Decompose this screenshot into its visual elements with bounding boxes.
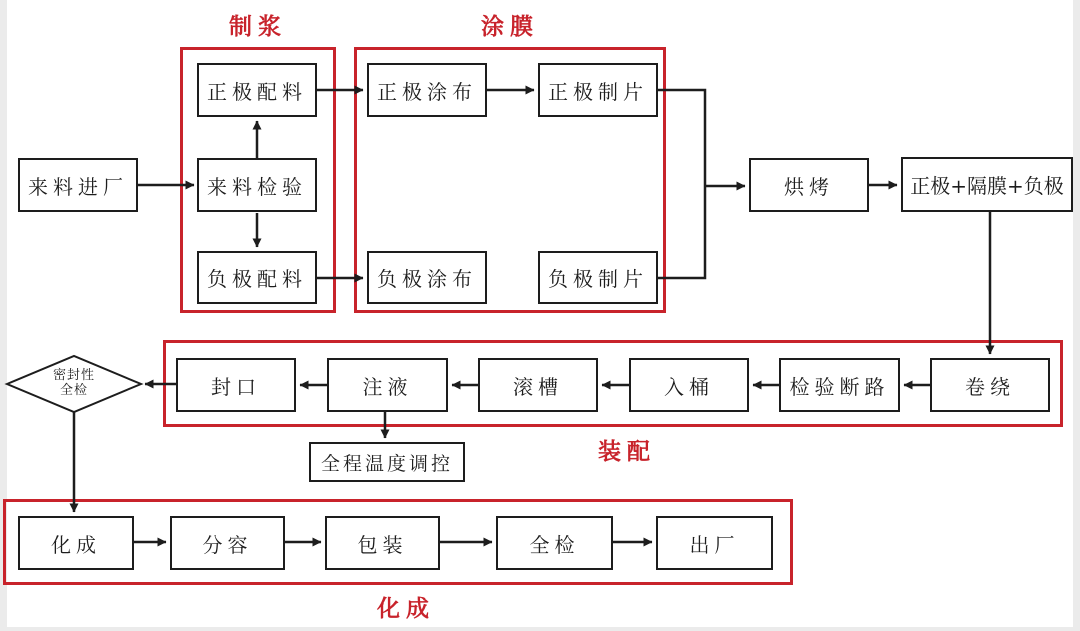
node-anode-batching: 负极配料 bbox=[197, 251, 317, 304]
node-temp-control: 全程温度调控 bbox=[309, 442, 465, 482]
node-anode-sheeting: 负极制片 bbox=[538, 251, 658, 304]
node-shipping: 出厂 bbox=[656, 516, 773, 570]
section-label-assembly: 装配 bbox=[598, 439, 656, 465]
node-anode-coating: 负极涂布 bbox=[367, 251, 487, 304]
seal-check-line-2: 全检 bbox=[59, 383, 88, 398]
node-injection: 注液 bbox=[327, 358, 448, 412]
section-label-coating: 涂膜 bbox=[481, 14, 539, 40]
node-winding: 卷绕 bbox=[930, 358, 1050, 412]
node-formation: 化成 bbox=[18, 516, 134, 570]
node-grading: 分容 bbox=[170, 516, 285, 570]
node-packaging: 包装 bbox=[325, 516, 440, 570]
node-full-inspection: 全检 bbox=[496, 516, 613, 570]
seal-check-line-1: 密封性 bbox=[52, 368, 95, 383]
node-stacking: 正极+隔膜+负极 bbox=[901, 157, 1073, 212]
node-baking: 烘烤 bbox=[749, 158, 869, 212]
node-incoming: 来料进厂 bbox=[18, 158, 138, 212]
section-label-formation: 化成 bbox=[377, 596, 435, 622]
node-inspection: 来料检验 bbox=[197, 158, 317, 212]
node-circuit-check: 检验断路 bbox=[779, 358, 900, 412]
line-sheeting-merge bbox=[658, 90, 705, 278]
node-grooving: 滚槽 bbox=[478, 358, 598, 412]
node-seal-check bbox=[30, 368, 118, 398]
node-cathode-batching: 正极配料 bbox=[197, 63, 317, 117]
node-canning: 入桶 bbox=[629, 358, 749, 412]
node-cathode-sheeting: 正极制片 bbox=[538, 63, 658, 117]
section-label-slurry: 制浆 bbox=[229, 14, 287, 40]
node-cathode-coating: 正极涂布 bbox=[367, 63, 487, 117]
node-sealing: 封口 bbox=[176, 358, 296, 412]
